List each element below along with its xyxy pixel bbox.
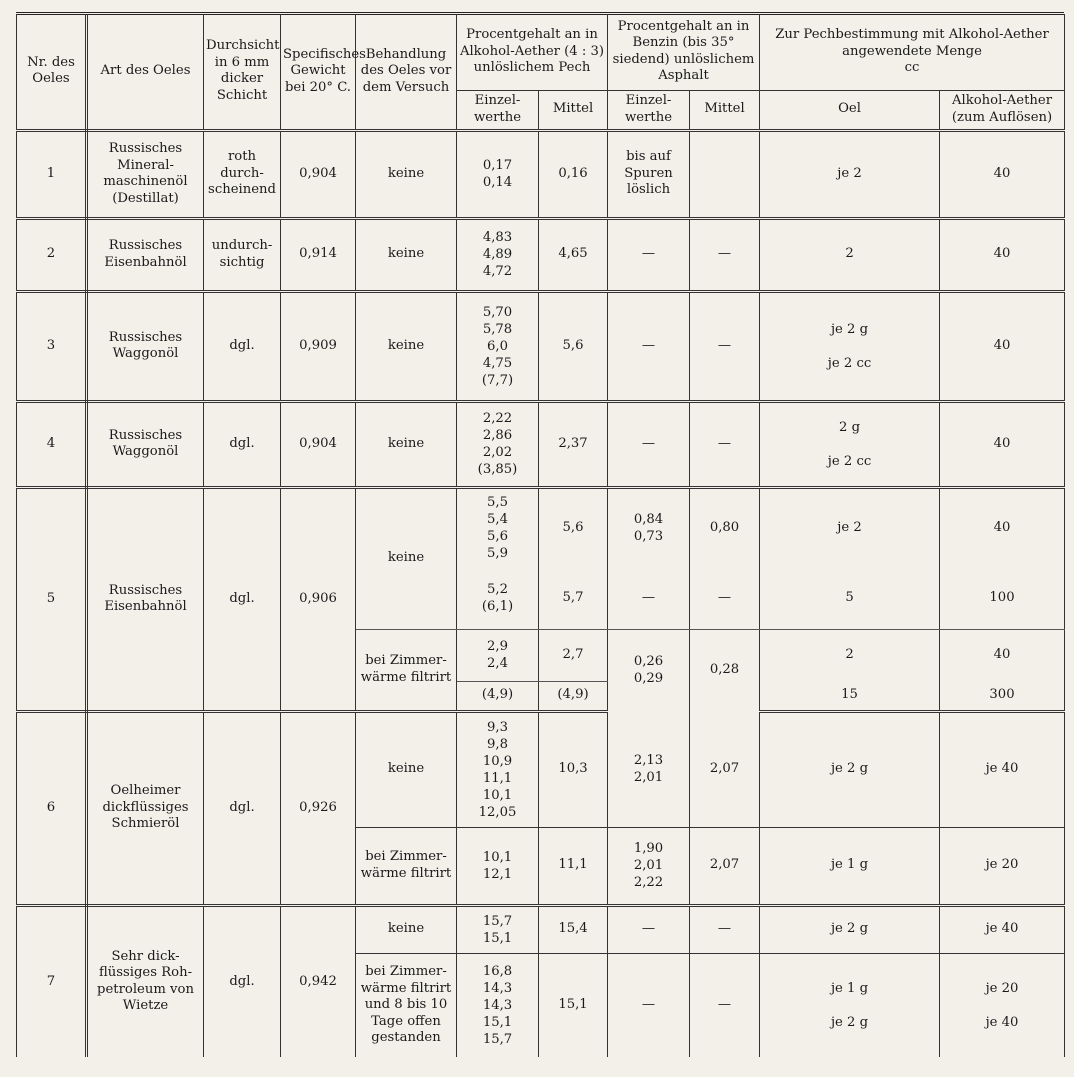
pech-values: 5,5 5,4 5,6 5,9 bbox=[457, 487, 539, 567]
row-nr: 6 bbox=[17, 711, 87, 905]
oil-amount: 15 bbox=[760, 681, 940, 711]
treatment: bei Zimmer-wärme filtrirt und 8 bis 10 Tage offen gestanden bbox=[356, 953, 457, 1057]
table-row bbox=[17, 401, 1065, 487]
oil-name: Russisches Waggonöl bbox=[87, 401, 204, 487]
pech-mean: 15,4 bbox=[539, 905, 608, 953]
ether-amount: 40 bbox=[940, 401, 1065, 487]
ether-amount: je 40 bbox=[940, 711, 1065, 827]
transparency: dgl. bbox=[204, 291, 281, 401]
asphalt-values: — bbox=[608, 218, 690, 291]
treatment: keine bbox=[356, 130, 457, 218]
ether-amount: je 20 bbox=[940, 827, 1065, 905]
ether-amount: 40 bbox=[940, 218, 1065, 291]
row-nr: 3 bbox=[17, 291, 87, 401]
treatment: bei Zimmer-wärme filtrirt bbox=[356, 629, 457, 711]
header-asph-mittel: Mittel bbox=[690, 90, 760, 130]
ether-amount: 300 bbox=[940, 681, 1065, 711]
transparency: dgl. bbox=[204, 487, 281, 711]
specific-gravity: 0,904 bbox=[281, 130, 356, 218]
oil-name: Russisches Eisenbahnöl bbox=[87, 487, 204, 711]
asphalt-values: — bbox=[608, 953, 690, 1057]
table-row bbox=[17, 711, 1065, 827]
transparency: dgl. bbox=[204, 905, 281, 1057]
pech-mean: (4,9) bbox=[539, 681, 608, 711]
asphalt-mean: — bbox=[690, 291, 760, 401]
header-pech-mittel: Mittel bbox=[539, 90, 608, 130]
oil-amount: je 2 bbox=[760, 487, 940, 567]
asphalt-mean: — bbox=[690, 905, 760, 953]
ether-amount: 40 bbox=[940, 130, 1065, 218]
transparency: dgl. bbox=[204, 711, 281, 905]
asphalt-values: — bbox=[608, 567, 690, 629]
treatment: keine bbox=[356, 218, 457, 291]
specific-gravity: 0,906 bbox=[281, 487, 356, 711]
ether-amount: 40 bbox=[940, 291, 1065, 401]
oil-amount: 2 g je 2 cc bbox=[760, 401, 940, 487]
treatment: keine bbox=[356, 401, 457, 487]
header-art: Art des Oeles bbox=[87, 14, 204, 130]
pech-mean: 5,7 bbox=[539, 567, 608, 629]
specific-gravity: 0,942 bbox=[281, 905, 356, 1057]
row-nr: 7 bbox=[17, 905, 87, 1057]
pech-mean: 11,1 bbox=[539, 827, 608, 905]
top-rule bbox=[16, 0, 1064, 15]
treatment: bei Zimmer-wärme filtrirt bbox=[356, 827, 457, 905]
ether-amount: 40 bbox=[940, 487, 1065, 567]
oil-amount: 2 bbox=[760, 629, 940, 681]
pech-values: 15,7 15,1 bbox=[457, 905, 539, 953]
oil-amount: 2 bbox=[760, 218, 940, 291]
header-menge-group bbox=[760, 14, 1065, 90]
asphalt-mean bbox=[690, 130, 760, 218]
transparency: roth durch-scheinend bbox=[204, 130, 281, 218]
pech-values: 5,2 (6,1) bbox=[457, 567, 539, 629]
ether-amount: 100 bbox=[940, 567, 1065, 629]
pech-values: 4,83 4,89 4,72 bbox=[457, 218, 539, 291]
table-row bbox=[17, 487, 1065, 567]
header-pech-group: Procentgehalt an in Alkohol-Aether (4 : 3) unlöslichem Pech bbox=[457, 14, 608, 90]
asphalt-mean: — bbox=[690, 401, 760, 487]
asphalt-values: — bbox=[608, 291, 690, 401]
asphalt-values: — bbox=[608, 401, 690, 487]
pech-values: 9,3 9,8 10,9 11,1 10,1 12,05 bbox=[457, 711, 539, 827]
asphalt-mean: — bbox=[690, 567, 760, 629]
oil-name: Oelheimer dickflüssiges Schmieröl bbox=[87, 711, 204, 905]
row-nr: 1 bbox=[17, 130, 87, 218]
oil-amount: je 2 bbox=[760, 130, 940, 218]
asphalt-mean: — bbox=[690, 218, 760, 291]
ether-amount: je 40 bbox=[940, 905, 1065, 953]
pech-values: (4,9) bbox=[457, 681, 539, 711]
oil-name: Russisches Waggonöl bbox=[87, 291, 204, 401]
asphalt-values: 0,84 0,73 bbox=[608, 487, 690, 567]
pech-values: 10,1 12,1 bbox=[457, 827, 539, 905]
header-menge-unit: cc bbox=[904, 60, 920, 75]
pech-values: 2,22 2,86 2,02 (3,85) bbox=[457, 401, 539, 487]
pech-mean: 2,37 bbox=[539, 401, 608, 487]
ether-amount: je 20 je 40 bbox=[940, 953, 1065, 1057]
specific-gravity: 0,914 bbox=[281, 218, 356, 291]
treatment: keine bbox=[356, 291, 457, 401]
header-gewicht: Specifisches Gewicht bei 20° C. bbox=[281, 14, 356, 130]
specific-gravity: 0,904 bbox=[281, 401, 356, 487]
pech-mean: 5,6 bbox=[539, 487, 608, 567]
table-row bbox=[17, 218, 1065, 291]
oil-amount: je 1 g bbox=[760, 827, 940, 905]
asphalt-mean: 0,80 bbox=[690, 487, 760, 567]
oil-analysis-table bbox=[16, 14, 1065, 1057]
pech-values: 5,70 5,78 6,0 4,75 (7,7) bbox=[457, 291, 539, 401]
row-nr: 4 bbox=[17, 401, 87, 487]
asphalt-mean: — bbox=[690, 953, 760, 1057]
pech-mean: 2,7 bbox=[539, 629, 608, 681]
row-nr: 2 bbox=[17, 218, 87, 291]
treatment: keine bbox=[356, 905, 457, 953]
pech-values: 2,9 2,4 bbox=[457, 629, 539, 681]
pech-mean: 0,16 bbox=[539, 130, 608, 218]
header-pech-einzel: Einzel-werthe bbox=[457, 90, 539, 130]
asphalt-values: 2,13 2,01 bbox=[608, 711, 690, 827]
header-aether: Alkohol-Aether (zum Auflösen) bbox=[940, 90, 1065, 130]
header-nr: Nr. des Oeles bbox=[17, 14, 87, 130]
pech-mean: 10,3 bbox=[539, 711, 608, 827]
header-asph-einzel: Einzel-werthe bbox=[608, 90, 690, 130]
treatment: keine bbox=[356, 487, 457, 629]
oil-amount: je 2 g bbox=[760, 711, 940, 827]
asphalt-values: 0,26 0,29 bbox=[608, 629, 690, 711]
treatment: keine bbox=[356, 711, 457, 827]
specific-gravity: 0,926 bbox=[281, 711, 356, 905]
header-durchsicht: Durchsicht in 6 mm dicker Schicht bbox=[204, 14, 281, 130]
header-menge-label: Zur Pechbestimmung mit Alkohol-Aether angewendete Menge bbox=[775, 27, 1049, 59]
table-row bbox=[17, 905, 1065, 953]
table-row bbox=[17, 291, 1065, 401]
asphalt-mean: 2,07 bbox=[690, 711, 760, 827]
ether-amount: 40 bbox=[940, 629, 1065, 681]
transparency: undurch-sichtig bbox=[204, 218, 281, 291]
pech-values: 0,17 0,14 bbox=[457, 130, 539, 218]
asphalt-values: bis auf Spuren löslich bbox=[608, 130, 690, 218]
header-behandlung: Behandlung des Oeles vor dem Versuch bbox=[356, 14, 457, 130]
asphalt-mean: 2,07 bbox=[690, 827, 760, 905]
oil-name: Sehr dick-flüssiges Roh-petroleum von Wietze bbox=[87, 905, 204, 1057]
oil-name: Russisches Eisenbahnöl bbox=[87, 218, 204, 291]
oil-amount: je 1 g je 2 g bbox=[760, 953, 940, 1057]
pech-mean: 15,1 bbox=[539, 953, 608, 1057]
header-oel: Oel bbox=[760, 90, 940, 130]
pech-values: 16,8 14,3 14,3 15,1 15,7 bbox=[457, 953, 539, 1057]
specific-gravity: 0,909 bbox=[281, 291, 356, 401]
asphalt-mean: 0,28 bbox=[690, 629, 760, 711]
oil-name: Russisches Mineral-maschinenöl (Destillat) bbox=[87, 130, 204, 218]
transparency: dgl. bbox=[204, 401, 281, 487]
oil-amount: je 2 g bbox=[760, 905, 940, 953]
oil-amount: 5 bbox=[760, 567, 940, 629]
oil-amount: je 2 g je 2 cc bbox=[760, 291, 940, 401]
pech-mean: 4,65 bbox=[539, 218, 608, 291]
row-nr: 5 bbox=[17, 487, 87, 711]
asphalt-values: 1,90 2,01 2,22 bbox=[608, 827, 690, 905]
table-row bbox=[17, 130, 1065, 218]
asphalt-values: — bbox=[608, 905, 690, 953]
pech-mean: 5,6 bbox=[539, 291, 608, 401]
header-asphalt-group: Procentgehalt an in Benzin (bis 35° siedend) unlöslichem Asphalt bbox=[608, 14, 760, 90]
